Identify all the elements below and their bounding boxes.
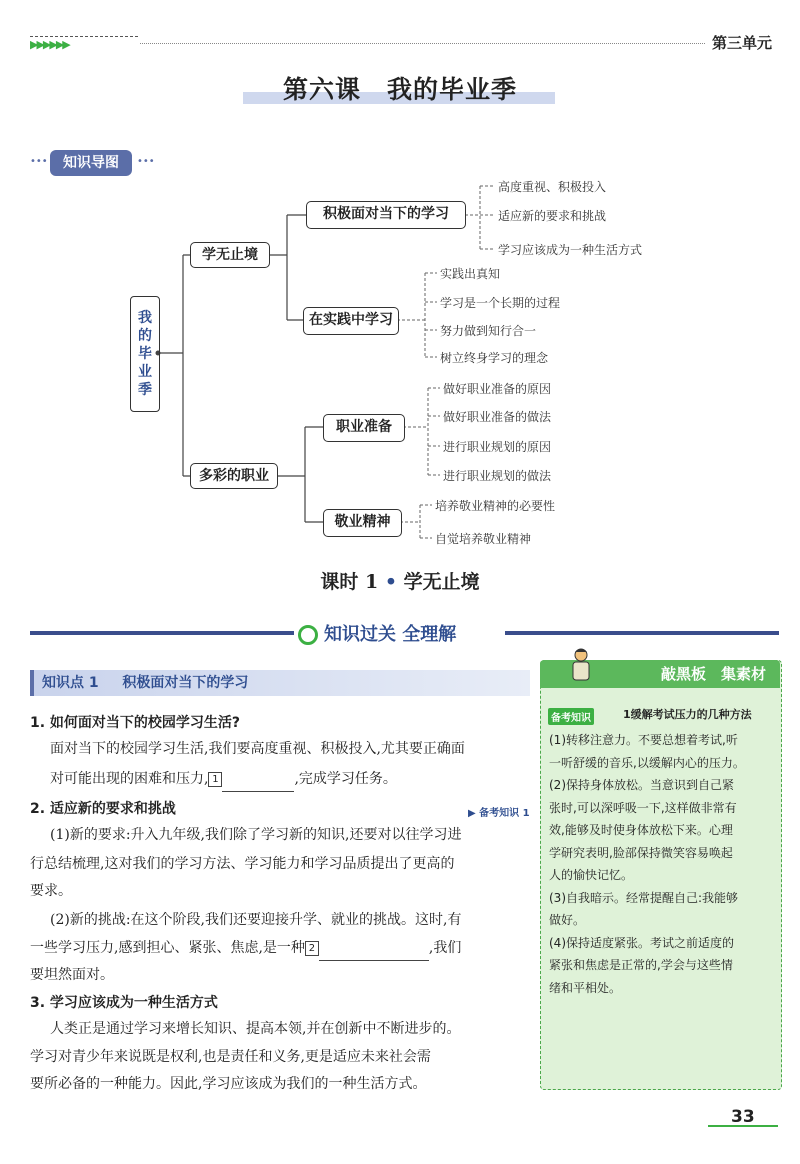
paragraph-line: 要求。 bbox=[30, 883, 72, 899]
mindmap-badge: 知识导图 bbox=[50, 150, 132, 176]
leaf: 树立终身学习的理念 bbox=[440, 351, 549, 365]
leaf: 学习是一个长期的过程 bbox=[440, 296, 561, 310]
branch-xuewuzhijing: 学无止境 bbox=[190, 242, 270, 268]
period-heading bbox=[250, 567, 550, 594]
root-char: 的 bbox=[138, 328, 152, 344]
sub-jiji: 积极面对当下的学习 bbox=[306, 201, 466, 229]
kp-title: 积极面对当下的学习 bbox=[122, 675, 249, 691]
leaf: 做好职业准备的原因 bbox=[443, 382, 552, 396]
badge-dots-right: ••• bbox=[137, 156, 155, 167]
text-span: ,我们 bbox=[428, 940, 462, 956]
side-line: 学研究表明,脸部保持微笑容易唤起 bbox=[549, 845, 733, 860]
period-dot: • bbox=[384, 571, 397, 593]
band-rule-right bbox=[505, 631, 779, 635]
answer-blank-1[interactable] bbox=[222, 791, 294, 792]
mindmap-connectors bbox=[0, 0, 800, 560]
page-number: 33 bbox=[731, 1107, 755, 1127]
paragraph-line: 学习对青少年来说既是权利,也是责任和义务,更是适应未来社会需 bbox=[30, 1049, 431, 1065]
leaf: 进行职业规划的原因 bbox=[443, 440, 552, 454]
root-char: 我 bbox=[138, 310, 152, 326]
paragraph-line: (2)新的挑战:在这个阶段,我们还要迎接升学、就业的挑战。这时,有 bbox=[50, 912, 462, 928]
mindmap-root bbox=[130, 296, 160, 412]
side-line: (4)保持适度紧张。考试之前适度的 bbox=[549, 935, 734, 950]
blank-number-2: 2 bbox=[305, 941, 319, 956]
leaf: 努力做到知行合一 bbox=[440, 324, 537, 338]
side-subtitle: 1缓解考试压力的几种方法 bbox=[623, 708, 752, 721]
leaf: 高度重视、积极投入 bbox=[498, 180, 607, 194]
paragraph-line: 行总结梳理,这对我们的学习方法、学习能力和学习品质提出了更高的 bbox=[30, 856, 455, 872]
teacher-icon bbox=[566, 646, 596, 684]
question-1: 1. 如何面对当下的校园学习生活? bbox=[30, 715, 241, 731]
section-band bbox=[298, 620, 456, 646]
side-line: 人的愉快记忆。 bbox=[549, 868, 634, 882]
sub-shijian: 在实践中学习 bbox=[303, 307, 399, 335]
band-text: 知识过关 全理解 bbox=[324, 624, 457, 645]
side-line: 绪和平相处。 bbox=[549, 980, 622, 995]
leaf: 培养敬业精神的必要性 bbox=[435, 499, 556, 513]
side-board-title: 敲黑板 集素材 bbox=[540, 660, 780, 688]
leaf: 进行职业规划的做法 bbox=[443, 469, 552, 483]
text-span: 对可能出现的困难和压力, bbox=[50, 771, 209, 787]
side-content bbox=[549, 729, 771, 999]
period-title: 学无止境 bbox=[403, 571, 480, 593]
badge-dots-left: ••• bbox=[30, 156, 48, 167]
leaf: 适应新的要求和挑战 bbox=[498, 209, 607, 223]
side-line: (2)保持身体放松。当意识到自己紧 bbox=[549, 778, 734, 792]
lesson-title: 第六课 我的毕业季 bbox=[282, 75, 517, 104]
side-line: 张时,可以深呼吸一下,这样做非常有 bbox=[549, 800, 737, 815]
paragraph-line bbox=[30, 935, 461, 961]
paragraph-line: 要所必备的一种能力。因此,学习应该成为我们的一种生活方式。 bbox=[30, 1076, 427, 1092]
paragraph-line: 人类正是通过学习来增长知识、提高本领,并在创新中不断进步的。 bbox=[50, 1021, 461, 1037]
side-line: (1)转移注意力。不要总想着考试,听 bbox=[549, 733, 738, 747]
sub-jingye: 敬业精神 bbox=[323, 509, 402, 537]
exam-reference: ▶ 备考知识 1 bbox=[468, 808, 530, 819]
exam-knowledge-tag: 备考知识 bbox=[548, 708, 594, 725]
leaf: 自觉培养敬业精神 bbox=[435, 532, 532, 546]
leaf: 学习应该成为一种生活方式 bbox=[498, 243, 643, 257]
knowledge-point-bar bbox=[30, 670, 530, 696]
paragraph-line: (1)新的要求:升入九年级,我们除了学习新的知识,还要对以往学习进 bbox=[50, 827, 462, 843]
paragraph-line: 面对当下的校园学习生活,我们要高度重视、积极投入,尤其要正确面 bbox=[50, 741, 465, 757]
period-number: 课时 1 bbox=[320, 571, 379, 593]
blank-number-1: 1 bbox=[208, 772, 222, 787]
leaf: 实践出真知 bbox=[440, 267, 501, 281]
side-line: 效,能够及时使身体放松下来。心理 bbox=[549, 823, 733, 837]
question-3: 3. 学习应该成为一种生活方式 bbox=[30, 995, 218, 1011]
root-char: 毕 bbox=[138, 346, 152, 362]
paragraph-line bbox=[50, 766, 397, 792]
text-span: ,完成学习任务。 bbox=[294, 771, 397, 787]
root-char: 季 bbox=[138, 382, 152, 398]
text-span: 一些学习压力,感到担心、紧张、焦虑,是一种 bbox=[30, 940, 305, 956]
leaf: 做好职业准备的做法 bbox=[443, 410, 552, 424]
kp-label: 知识点 1 bbox=[42, 675, 99, 691]
unit-label: 第三单元 bbox=[712, 34, 773, 52]
swirl-icon bbox=[298, 625, 318, 645]
root-char: 业 bbox=[138, 364, 152, 380]
side-line: (3)自我暗示。经常提醒自己:我能够 bbox=[549, 890, 739, 905]
band-rule-left bbox=[30, 631, 294, 635]
side-line: 一听舒缓的音乐,以缓解内心的压力。 bbox=[549, 755, 745, 770]
question-2: 2. 适应新的要求和挑战 bbox=[30, 801, 176, 817]
sub-zhiye: 职业准备 bbox=[323, 414, 405, 442]
paragraph-line: 要坦然面对。 bbox=[30, 967, 114, 983]
answer-blank-2[interactable] bbox=[319, 960, 429, 961]
side-line: 做好。 bbox=[549, 913, 586, 927]
side-line: 紧张和焦虑是正常的,学会与这些情 bbox=[549, 958, 733, 972]
header-arrows: ▶▶▶▶▶▶ bbox=[30, 38, 69, 51]
branch-duocai: 多彩的职业 bbox=[190, 463, 278, 489]
